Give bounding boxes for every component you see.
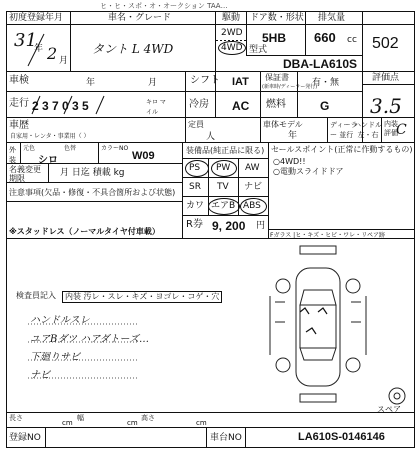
note-4: ナビ — [30, 370, 50, 381]
shaken-label: 車検 — [9, 75, 29, 86]
reg-no-label: 登録NO — [9, 433, 41, 443]
dealer-label: ディーラー 並行 — [330, 121, 358, 139]
interior-label: 内装 評価 — [384, 120, 398, 137]
equip-aw: AW — [245, 163, 260, 173]
model-value: DBA-LA610S — [283, 57, 358, 71]
spare-label: スペア — [377, 405, 401, 414]
history-label: 車歴 — [9, 120, 29, 131]
model-label: 型式 — [249, 45, 268, 55]
chassis-label: 車台NO — [210, 433, 242, 443]
doors-value: 5HB — [262, 31, 287, 45]
name-grade-label: 車名・グレード — [108, 13, 172, 23]
score-value: 3.5 — [370, 94, 402, 118]
chassis-no: LA610S-0146146 — [298, 431, 385, 443]
model-year-label: 車体モデル — [263, 120, 303, 129]
warranty-label: 保証書 — [265, 73, 289, 82]
length-label: 長さ — [9, 414, 23, 422]
mileage-value: 2 3 7 0 3 5 — [32, 99, 89, 113]
sales-point-label: セールスポイント(正常に作動するもの) — [271, 145, 413, 154]
note-1: ハンドルスレ — [30, 315, 90, 326]
equip-ps: PS — [189, 163, 201, 173]
recycle-label: R券 — [186, 219, 203, 230]
handle-label: ハンドル 左・右 — [354, 121, 382, 139]
glass-legend: Fガラス |ヒ・キズ・ヒビ・ワレ・リペア跡 — [270, 232, 385, 239]
color-label: 外装 — [9, 146, 16, 164]
abs-circle — [240, 198, 267, 215]
equip-tv: TV — [217, 182, 229, 192]
door-shape-label: ドア数・形状 — [250, 13, 304, 23]
width-label: 幅 — [77, 414, 84, 422]
note-3: 下廻りサビ — [30, 352, 80, 363]
color-value: シロ — [38, 155, 58, 166]
month-unit: 月 — [59, 56, 69, 66]
equip-pw: PW — [216, 163, 231, 173]
name-change-label: 名義変更 期限 — [9, 165, 41, 183]
cc-unit: cc — [347, 35, 357, 45]
airbag-circle — [208, 198, 240, 215]
interior-value: C — [396, 122, 407, 138]
year-unit: 年 — [34, 44, 44, 54]
aircon-value: AC — [232, 99, 250, 113]
height-label: 高さ — [141, 414, 155, 422]
aircon-label: 冷房 — [189, 99, 209, 110]
displacement-label: 排気量 — [318, 13, 346, 23]
score-label: 評価点 — [372, 73, 400, 83]
model-year-unit: 年 — [288, 131, 298, 141]
shift-label: シフト — [190, 75, 220, 86]
color-no: W09 — [132, 150, 155, 162]
warranty-value: 有・無 — [312, 78, 340, 88]
capacity-unit: 人 — [206, 132, 216, 142]
fuel-label: 燃料 — [266, 99, 286, 110]
reg-year-label: 初度登録年月 — [9, 13, 64, 23]
notes-label: 注意事項(欠品・修復・不具合箇所および状態) — [9, 188, 176, 197]
shift-value: IAT — [232, 76, 249, 88]
inspector-label: 検査員記入 — [16, 291, 56, 300]
reg-month-value: 2 — [47, 44, 58, 63]
drive-2wd: 2WD — [221, 28, 243, 38]
lot-number: 502 — [372, 35, 399, 52]
equipment-label: 装備品(純正品に限る) — [186, 146, 265, 155]
car-diagram-lines — [270, 246, 405, 404]
date-fields: 月 日迄 積載 kg — [60, 168, 125, 178]
note-2: ユアBダツ ハアダトーズ… — [30, 334, 150, 345]
width-unit: cm — [127, 419, 138, 427]
cc-value: 660 — [314, 30, 336, 45]
shaken-year-unit: 年 — [86, 78, 96, 88]
equip-leather: カワ — [186, 201, 205, 211]
equip-airbag: エアB — [211, 201, 236, 211]
length-unit: cm — [62, 419, 73, 427]
sales-point-1: ○4WD!! — [273, 157, 306, 166]
height-unit: cm — [196, 419, 207, 427]
equip-abs: ABS — [243, 201, 261, 211]
shaken-month-unit: 月 — [148, 78, 158, 88]
color-no-label: カラーNO — [101, 145, 129, 152]
interior-notes-label: 内装 汚レ・スレ・キズ・ヨゴレ・コゲ・穴 — [62, 291, 222, 303]
recycle-unit: 円 — [256, 221, 266, 231]
fuel-value: G — [320, 99, 330, 113]
studless-note: ※スタッドレス（ノーマルタイヤ付車載） — [9, 227, 160, 236]
mileage-unit: キロ マイル — [146, 99, 166, 116]
pw-circle — [211, 160, 237, 177]
recycle-value: 9, 200 — [212, 219, 246, 233]
top-strip: ヒ・ヒ・スポ・オ・オークション TAA… — [100, 2, 228, 10]
reg-year-value: 31 — [14, 30, 37, 51]
mileage-label: 走行 — [9, 98, 29, 109]
drive-4wd: 4WD — [221, 43, 243, 53]
note-underlines — [28, 320, 148, 384]
ps-circle — [185, 160, 209, 177]
capacity-label: 定員 — [188, 120, 204, 129]
equip-navi: ナビ — [244, 182, 263, 192]
drive-label: 駆動 — [222, 13, 241, 23]
equip-sr: SR — [189, 182, 201, 192]
damage-marks — [300, 308, 327, 334]
color-code-label: 元色 — [23, 145, 36, 152]
color-sub: 色替 — [64, 145, 77, 152]
car-name: タント L 4WD — [92, 42, 174, 56]
sales-point-2: ○電動スライドドア — [273, 167, 344, 176]
warranty-sub: (新車時/ディーラー発行) — [262, 84, 318, 90]
history-options: 自家用・レンタ・事業用（ ） — [10, 133, 90, 140]
